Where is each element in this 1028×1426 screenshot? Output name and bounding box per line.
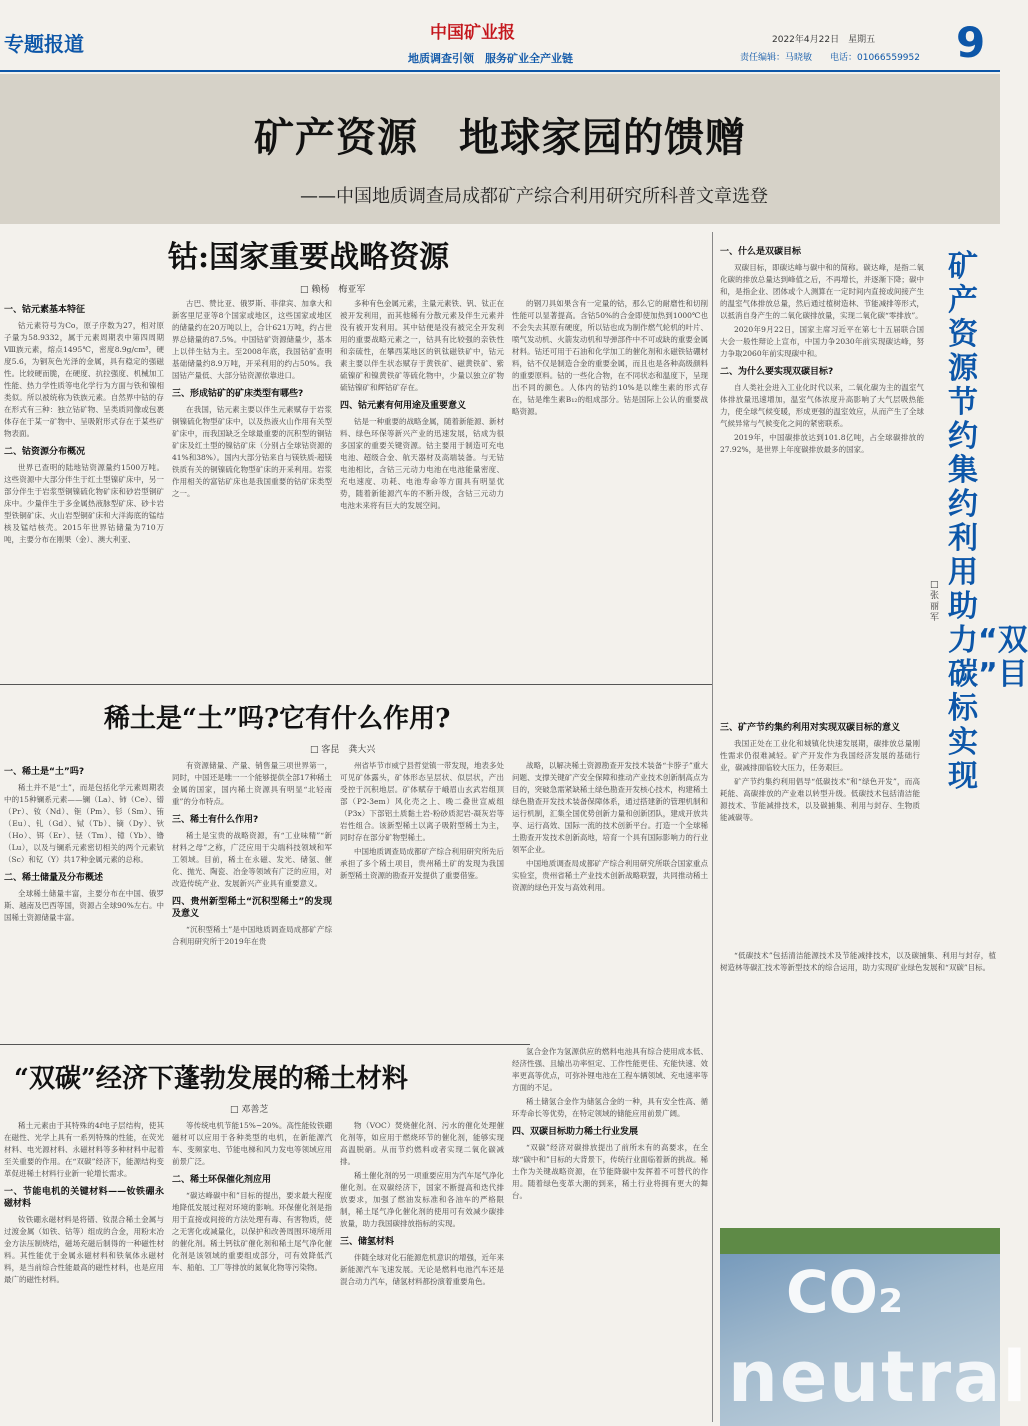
paragraph: 多种有色金属元素，主量元素铁、钒、钛正在被开发利用，而其他稀有分散元素及伴生元素并没有被开发利用。其中钴便是没有被完全开发利用的重要战略元素之一，钴具有比较强的亲铁性和亲硫性，在攀西某地区的钒钛磁铁矿中，钴元素主要以伴生状态赋存于黄铁矿、磁黄铁矿、紫硫镍矿和镍黄铁矿等硫化物中，少量以独立矿物硫钴镍矿和辉钴矿存在。 bbox=[340, 299, 504, 392]
paragraph: 在我国，钴元素主要以伴生元素赋存于岩浆铜镍硫化物型矿床中，以及热液火山作用有关型矿床中，而我国缺乏全球最重要的沉积型的铜钴矿床及红土型的镍钴矿床（分别占全球钴资源的41%和38%）。国内大部分钴来自与镁铁质-超镁铁质有关的铜镍硫化物型矿床的开采利用。岩浆作用相关的富钴矿床也是我国重要的钴矿床类型之一。 bbox=[172, 405, 332, 498]
paragraph: “沉积型稀土”是中国地质调查局成都矿产综合利用研究所于2019年在贵 bbox=[172, 925, 332, 946]
section-heading: 二、钴资源分布概况 bbox=[4, 447, 86, 457]
paragraph: 稀土储氢合金作为储氢合金的一种，具有安全性高、循环寿命长等优势，在特定领域的储能应用前景广阔。 bbox=[512, 1097, 708, 1118]
section-heading: 三、形成钴矿的矿床类型有哪些? bbox=[172, 389, 304, 399]
section-heading: 一、什么是双碳目标 bbox=[720, 247, 802, 257]
photo-text-co2: CO₂ bbox=[786, 1258, 904, 1326]
rare-earth-column-1 bbox=[4, 760, 164, 1038]
paragraph: 稀土是宝贵的战略资源，有“工业味精”“新材料之母”之称，广泛应用于尖端科技领域和军工领域。目前，稀土在永磁、发光、储氢、催化、抛光、陶瓷、冶金等领域有广泛的应用，对改造传统产业、发展新兴产业具有重要意义。 bbox=[172, 831, 332, 888]
paragraph: 战略，以解决稀土资源勘查开发技术装备“卡脖子”重大问题、支撑关键矿产安全保障和推动产业技术创新制高点为目的，突破急需紧缺稀土绿色勘查开发核心技术，构建稀土绿色勘查开发技术装备保障体系，通过搭建新的管理机制和运行机制，汇集全国优势创新力量和创新团队，建成开放共享、运行高效、国际一流的技术创新平台。打造一个全球稀土勘查开发技术创新高地，培育一个具有国际影响力的行业领军企业。 bbox=[512, 761, 708, 854]
paragraph: 2020年9月22日，国家主席习近平在第七十五届联合国大会一般性辩论上宣布，中国力争2030年前实现碳达峰，努力争取2060年前实现碳中和。 bbox=[720, 325, 924, 358]
cobalt-column-3 bbox=[340, 298, 504, 678]
paragraph: 的钢刀具如果含有一定量的钴，那么它的耐磨性和切削性能可以显著提高。含钴50%的合金即使加热到1000℃也不会失去其原有硬度，所以钴也成为制作燃气轮机的叶片、喷气发动机、火箭发动机和导弹部件中不可或缺的重要金属材料。钴还可用于石油和化学加工的催化剂和永磁铁钴硼材料，钴不仅是制造合金的重要金属，而且也是各种高级颜料的重要原料。钴的一些化合物，在不同状态和温度下，呈现出不同的颜色。人体内的钴约10%是以维生素的形式存在，钴是维生素B₁₂的组成部分。钴是国际上公认的重要战略资源。 bbox=[512, 299, 708, 416]
materials-column-4 bbox=[512, 1046, 708, 1420]
banner-title: 矿产资源 地球家园的馈赠 bbox=[254, 115, 746, 161]
issue-date: 2022年4月22日 星期五 bbox=[772, 35, 876, 45]
slogan: 地质调查引领 服务矿业全产业链 bbox=[408, 52, 573, 65]
paragraph: 州省毕节市威宁县哲觉镇一带发现，地表多处可见矿体露头，矿体形态呈层状、似层状，产出受控于沉积地层。矿体赋存于峨眉山玄武岩组顶部（P2-3em）风化壳之上、晚二叠世宣威组（P3x）下部铝土质黏土岩-粉砂质泥岩-凝灰岩等岩性组合。该新型稀土以离子吸附型稀土为主，同时存在部分矿物型稀土。 bbox=[340, 761, 504, 842]
section-heading: 二、为什么要实现双碳目标? bbox=[720, 367, 834, 377]
paragraph: 稀土元素由于其特殊的4f电子层结构，使其在磁性、光学上具有一系列特殊的性能，在荧光材料、电光源材料、永磁材料等多种材料中起着至关重要的作用。在“双碳”经济下，能源结构变革促进稀土材料行业新一轮增长需求。 bbox=[4, 1121, 164, 1178]
section-heading: 一、钴元素基本特征 bbox=[4, 305, 86, 315]
section-heading: 三、稀土有什么作用? bbox=[172, 815, 259, 825]
rare-earth-column-3 bbox=[340, 760, 504, 1038]
paragraph: 稀土并不是“土”，而是包括化学元素周期表中的15种镧系元素——镧（La）、铈（Ce）、镨（Pr）、钕（Nd）、钷（Pm）、钐（Sm）、铕（Eu）、钆（Gd）、铽（Tb）、镝（Dy）、钬（Ho）、铒（Er）、铥（Tm）、镱（Yb）、镥（Lu），以及与镧系元素密切相关的两个元素钪（Sc）和钇（Y）共17种金属元素的总称。 bbox=[4, 783, 164, 864]
photo-text-neutral: neutral bbox=[728, 1336, 1028, 1418]
paragraph: 矿产节约集约利用倡导“低碳技术”和“绿色开发”，而高耗能、高碳排放的产业难以转型升级。低碳技术包括清洁能源技术、节能减排技术，以及碳捕集、利用与封存、生物质能减碳等。 bbox=[720, 777, 920, 822]
paragraph: 2019年，中国碳排放达到101.8亿吨，占全球碳排放的27.92%，是世界上年度碳排放最多的国家。 bbox=[720, 433, 924, 454]
article-title-dual-carbon-materials: “双碳”经济下蓬勃发展的稀土材料 bbox=[14, 1064, 408, 1094]
article-title-dual-carbon-goal: 矿产资源节约集约利用助力“双碳”目标实现 bbox=[948, 249, 1028, 794]
rare-earth-column-2 bbox=[172, 760, 332, 1038]
section-heading: 四、双碳目标助力稀土行业发展 bbox=[512, 1127, 639, 1137]
paragraph: 钕铁硼永磁材料是将镨、钕混合稀土金属与过渡金属（如铁、钴等）组成的合金，用粉末冶金方法压制烧结，磁场充磁后制得的一种磁性材料。其性能优于金属永磁材料和铁氧体永磁材料，是当前综合性能最高的磁性材料，也是应用最广的磁性材料。 bbox=[4, 1215, 164, 1284]
article-byline-dual-carbon-materials: □ 邓善芝 bbox=[230, 1105, 269, 1115]
paragraph: “双碳”经济对碳排放提出了前所未有的高要求，在全球“碳中和”目标的大背景下，传统行业面临着新的挑战。稀土作为关键战略资源，在节能降碳中发挥着不可替代的作用。随着绿色变革大潮的到来，稀土行业将拥有更大的舞台。 bbox=[512, 1143, 708, 1200]
article-byline-dual-carbon-goal: □ 张丽军 bbox=[930, 580, 940, 623]
co2-neutral-photo bbox=[720, 1228, 1028, 1426]
section-heading: 一、稀土是“土”吗? bbox=[4, 767, 85, 777]
paragraph: 全球稀土储量丰富，主要分布在中国、俄罗斯、越南及巴西等国，资源占全球90%左右。中国稀土资源储量丰富。 bbox=[4, 889, 164, 922]
section-heading: 三、储氢材料 bbox=[340, 1237, 395, 1247]
cobalt-column-4 bbox=[512, 298, 708, 678]
page-number: 9 bbox=[956, 18, 986, 67]
paragraph: 等传统电机节能15%~20%。高性能钕铁硼磁材可以应用于各种类型的电机，在新能源汽车、变频家电、节能电梯和风力发电等领域应用前景广泛。 bbox=[172, 1121, 332, 1166]
paragraph: 伴随全球对化石能源危机意识的增强，近年来新能源汽车飞速发展。无论是燃料电池汽车还是混合动力汽车，储氢材料都扮演着重要角色。 bbox=[340, 1253, 504, 1286]
section-heading: 四、贵州新型稀土“沉积型稀土”的发现及意义 bbox=[172, 897, 332, 919]
dual-carbon-column-3 bbox=[720, 950, 996, 1222]
paragraph: 氢合金作为氢源供应的燃料电池具有综合使用成本低、经济性强、且输出功率恒定、工作性能更佳、充能快速、效率更高等优点，可弥补锂电池在工程车辆领域、充电速率等方面的不足。 bbox=[512, 1047, 708, 1092]
cobalt-column-2 bbox=[172, 298, 332, 678]
paragraph: 物（VOC）焚烧催化剂、污水的催化处理催化剂等，如应用于燃烧环节的催化剂，能够实现高温脱硝。从而节约燃料或者实现二氧化碳减排。 bbox=[340, 1121, 504, 1166]
materials-column-2 bbox=[172, 1120, 332, 1420]
materials-column-1 bbox=[4, 1120, 164, 1420]
masthead: 中国矿业报 bbox=[430, 23, 515, 43]
section-heading: 四、钴元素有何用途及重要意义 bbox=[340, 401, 467, 411]
section-heading: 二、稀土储量及分布概述 bbox=[4, 873, 104, 883]
divider bbox=[0, 684, 712, 685]
paragraph: 钴元素符号为Co，原子序数为27，相对原子量为58.9332，属于元素周期表中第四周期Ⅷ族元素，熔点1495℃，密度8.9g/cm³，硬度5.6，为铜灰色光泽的金属，具有稳定的强磁性。比较硬而脆，在硬度、抗拉强度、机械加工性能、热力学性质等电化学行为方面与铁和镍相类似。所以被统称为铁族元素。自然界中钴的存在形式有三种：独立钴矿物、呈类质同像或包裹体存在于某一矿物中、呈吸附形式存在于某些矿物表面。 bbox=[4, 321, 164, 438]
divider bbox=[0, 1044, 530, 1045]
rare-earth-column-4 bbox=[512, 760, 708, 1038]
section-heading: 三、矿产节约集约利用对实现双碳目标的意义 bbox=[720, 723, 901, 733]
paragraph: 我国正处在工业化和城镇化快速发展期，碳排放总量刚性需求仍很难减轻。矿产开发作为我国经济发展的基础行业，碳减排面临较大压力，任务艰巨。 bbox=[720, 739, 920, 772]
article-title-cobalt: 钴:国家重要战略资源 bbox=[168, 240, 450, 275]
photo-foliage bbox=[720, 1228, 1000, 1254]
paragraph: 自人类社会进入工业化时代以来，二氧化碳为主的温室气体排放量迅速增加，温室气体浓度升高影响了大气层吸热能力，使全球气候变暖，形成更强的温室效应，从而产生了全球气候异常与气候变化之间的紧密联系。 bbox=[720, 383, 924, 428]
banner-subtitle: ——中国地质调查局成都矿产综合利用研究所科普文章选登 bbox=[300, 186, 768, 207]
paragraph: “低碳技术”包括清洁能源技术及节能减排技术，以及碳捕集、利用与封存，植树造林等碳汇技术等新型技术的综合运用，助力实现矿业绿色发展和“双碳”目标。 bbox=[720, 951, 996, 972]
cobalt-column-1 bbox=[4, 298, 164, 678]
section-heading: 二、稀土环保催化剂应用 bbox=[172, 1175, 272, 1185]
editor-line: 责任编辑：马晓敏 电话：01066559952 bbox=[740, 53, 920, 63]
paragraph: 中国地质调查局成都矿产综合利用研究所联合国家重点实验室，贵州省稀土产业技术创新战略联盟，共同推动稀土资源的绿色开发与高效利用。 bbox=[512, 859, 708, 892]
article-byline-cobalt: □ 赖杨 梅亚军 bbox=[300, 285, 366, 295]
column-divider bbox=[712, 232, 713, 1422]
paragraph: “碳达峰碳中和”目标的提出，要求最大程度地降低发展过程对环境的影响。环保催化剂是指用于直接或间接的方法处理有毒、有害物质，使之无害化或减量化，以保护和改善周围环境所用的催化剂。稀土钙钛矿催化剂和稀土尾气净化催化剂是该领域的重要组成部分，可有效降低汽车、船舶、工厂等排放的氮氧化物等污染物。 bbox=[172, 1191, 332, 1272]
paragraph: 世界已查明的陆地钴资源量约1500万吨。这些资源中大部分伴生于红土型镍矿床中，另一部分伴生于岩浆型铜镍硫化物矿床和砂岩型铜矿床中。少量伴生于多金属热液脉型矿床、砂卡岩型铁铜矿床、火山岩型铜矿床和大洋海底的锰结核及锰结核壳。2015年世界钴储量为710万吨，主要分布在刚果（金）、澳大利亚、 bbox=[4, 463, 164, 544]
paragraph: 有资源储量、产量、销售量三项世界第一，同时，中国还是唯一一个能够提供全部17种稀土金属的国家，国内稀土资源具有明显“北轻南重”的分布特点。 bbox=[172, 761, 332, 806]
paragraph: 双碳目标，即碳达峰与碳中和的简称。碳达峰，是指二氧化碳的排放总量达到峰值之后，不再增长，并逐渐下降；碳中和，是指企业、团体或个人测算在一定时间内直接或间接产生的温室气体排放总量，然后通过植树造林、节能减排等形式，以抵消自身产生的二氧化碳排放量，实现二氧化碳“零排放”。 bbox=[720, 263, 924, 320]
article-byline-rare-earth: □ 客昆 龚大兴 bbox=[310, 745, 376, 755]
dual-carbon-column-1 bbox=[720, 240, 924, 710]
materials-column-3 bbox=[340, 1120, 504, 1420]
paragraph: 中国地质调查局成都矿产综合利用研究所先后承担了多个稀土项目，贵州稀土矿的发现为我国新型稀土资源的勘查开发提供了重要借鉴。 bbox=[340, 847, 504, 880]
dual-carbon-column-2 bbox=[720, 716, 920, 946]
paragraph: 钴是一种重要的战略金属，随着新能源、新材料、绿色环保等新兴产业的迅速发展，钴成为很多国家的重要关键资源。钴主要用于制造可充电电池、超级合金、航天器材及高端装备。与无钴电池相比，含钴三元动力电池在电池能量密度、充电速度、功耗、电池寿命等方面具有明显优势，随着新能源汽车的不断升级，含钴三元动力电池未来将有巨大的发展空间。 bbox=[340, 417, 504, 510]
article-title-rare-earth: 稀土是“土”吗?它有什么作用? bbox=[104, 704, 451, 734]
section-heading: 一、节能电机的关键材料——钕铁硼永磁材料 bbox=[4, 1187, 164, 1209]
section-name: 专题报道 bbox=[4, 32, 84, 56]
paragraph: 稀土催化剂的另一项重要应用为汽车尾气净化催化剂。在双碳经济下，国家不断提高和迭代排放要求，加强了燃油发标准和各油车的严格限制，稀土尾气净化催化剂的使用可有效减少碳排放量，助力我国碳排放指标的实现。 bbox=[340, 1171, 504, 1228]
paragraph: 古巴、赞比亚、俄罗斯、菲律宾、加拿大和新客里尼亚等8个国家或地区，这些国家或地区的储量约在20万吨以上，合计621万吨，约占世界总储量的87.5%。中国钴矿资源储量少，基本上以伴生钴为主。至2008年底，我国钴矿查明基础储量约8.9万吨，开采利用的约占50%。我国钴产量低、大部分钴资源依靠进口。 bbox=[172, 299, 332, 380]
